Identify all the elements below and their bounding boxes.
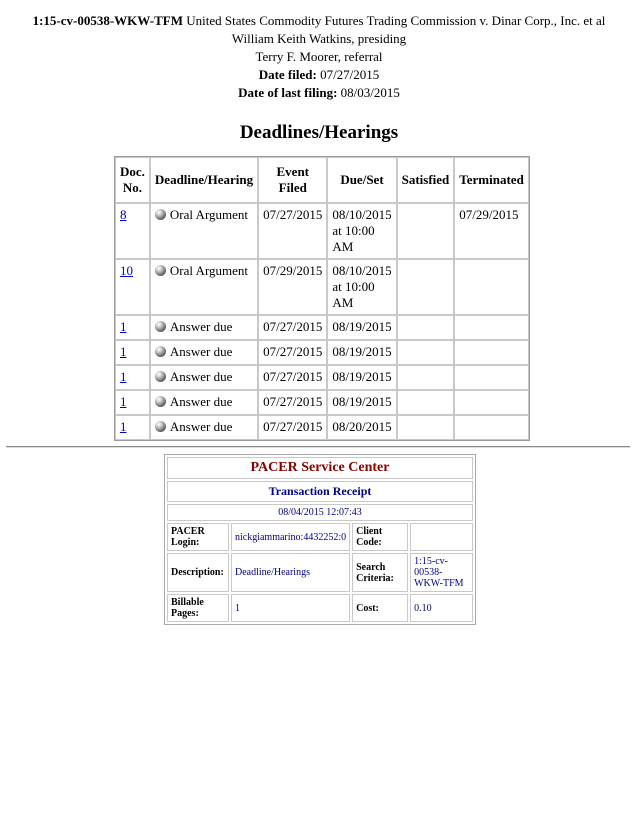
due-date: 08/19/2015 bbox=[332, 319, 392, 334]
bullet-ball-icon bbox=[155, 421, 166, 432]
terminated-cell bbox=[454, 390, 529, 415]
last-filing-line bbox=[0, 84, 638, 102]
deadline-text: Oral Argument bbox=[169, 207, 249, 222]
pages-label-2: Pages: bbox=[171, 608, 199, 619]
search-value-2: WKW-TFM bbox=[414, 578, 464, 589]
satisfied-cell bbox=[397, 203, 455, 259]
case-referral: Terry F. Moorer, referral bbox=[255, 49, 383, 64]
due-set-cell bbox=[327, 315, 396, 340]
doc-number-cell[interactable] bbox=[115, 340, 150, 365]
table-row bbox=[115, 390, 529, 415]
cost-value: 0.10 bbox=[410, 594, 473, 622]
deadline-text: Oral Argument bbox=[169, 263, 249, 278]
pages-label-1: Billable bbox=[171, 597, 204, 608]
receipt-subtitle: Transaction Receipt bbox=[167, 481, 473, 502]
date-filed-value: 07/27/2015 bbox=[320, 67, 380, 82]
doc-number-link[interactable]: 1 bbox=[120, 394, 127, 409]
col-due-set: Due/Set bbox=[327, 157, 396, 203]
client-code-label bbox=[352, 523, 408, 551]
table-row bbox=[115, 340, 529, 365]
satisfied-cell bbox=[397, 390, 455, 415]
deadline-cell bbox=[150, 259, 258, 315]
table-row bbox=[115, 203, 529, 259]
bullet-ball-icon bbox=[155, 321, 166, 332]
event-filed-cell: 07/27/2015 bbox=[258, 415, 327, 440]
login-label-2: Login: bbox=[171, 537, 200, 548]
col-doc-no bbox=[115, 157, 150, 203]
due-time: at 10:00 AM bbox=[332, 279, 375, 310]
pacer-title: PACER Service Center bbox=[167, 457, 473, 479]
col-deadline: Deadline/Hearing bbox=[150, 157, 258, 203]
case-title-part1: United States Commodity Futures Trading Commission v. Dinar Corp., Inc. et al bbox=[186, 13, 606, 28]
satisfied-cell bbox=[397, 415, 455, 440]
doc-number-cell[interactable] bbox=[115, 315, 150, 340]
search-criteria-label bbox=[352, 553, 408, 592]
satisfied-cell bbox=[397, 259, 455, 315]
deadline-cell bbox=[150, 203, 258, 259]
due-date: 08/20/2015 bbox=[332, 419, 392, 434]
doc-number-cell[interactable] bbox=[115, 203, 150, 259]
doc-number-link[interactable]: 8 bbox=[120, 207, 127, 222]
bullet-ball-icon bbox=[155, 265, 166, 276]
event-filed-cell: 07/29/2015 bbox=[258, 259, 327, 315]
table-row bbox=[115, 259, 529, 315]
due-date: 08/10/2015 bbox=[332, 263, 392, 278]
pacer-receipt bbox=[164, 454, 476, 625]
deadline-cell bbox=[150, 340, 258, 365]
doc-number-cell[interactable] bbox=[115, 415, 150, 440]
deadline-cell bbox=[150, 365, 258, 390]
terminated-cell bbox=[454, 259, 529, 315]
last-filing-value: 08/03/2015 bbox=[340, 85, 400, 100]
satisfied-cell bbox=[397, 315, 455, 340]
case-header bbox=[0, 0, 638, 102]
section-title: Deadlines/Hearings bbox=[239, 122, 399, 143]
case-header-line bbox=[0, 12, 638, 30]
deadline-cell bbox=[150, 315, 258, 340]
bullet-ball-icon bbox=[155, 346, 166, 357]
deadline-text: Answer due bbox=[169, 319, 233, 334]
col-event-filed bbox=[258, 157, 327, 203]
bullet-ball-icon bbox=[155, 396, 166, 407]
date-filed-label: Date filed: bbox=[258, 67, 317, 82]
bullet-ball-icon bbox=[155, 209, 166, 220]
cost-label: Cost: bbox=[352, 594, 408, 622]
deadlines-table bbox=[114, 156, 530, 441]
search-value-1: 1:15-cv-00538- bbox=[414, 556, 448, 578]
login-value: nickgiammarino:4432252:0 bbox=[231, 523, 350, 551]
case-presiding: William Keith Watkins, presiding bbox=[231, 31, 407, 46]
col-doc-line2: No. bbox=[122, 180, 143, 195]
table-row bbox=[115, 365, 529, 390]
due-set-cell bbox=[327, 415, 396, 440]
event-filed-cell: 07/27/2015 bbox=[258, 315, 327, 340]
deadlines-header-row bbox=[115, 157, 529, 203]
doc-number-cell[interactable] bbox=[115, 390, 150, 415]
search-criteria-value bbox=[410, 553, 473, 592]
col-doc-line1: Doc. bbox=[120, 164, 145, 179]
due-date: 08/19/2015 bbox=[332, 369, 392, 384]
client-label-2: Code: bbox=[356, 537, 382, 548]
col-event-line1: Event bbox=[276, 164, 309, 179]
billable-pages-label bbox=[167, 594, 229, 622]
due-time: at 10:00 AM bbox=[332, 223, 375, 254]
deadline-text: Answer due bbox=[169, 369, 233, 384]
due-set-cell bbox=[327, 259, 396, 315]
deadline-text: Answer due bbox=[169, 344, 233, 359]
case-number: 1:15-cv-00538-WKW-TFM bbox=[32, 13, 184, 28]
login-label-1: PACER bbox=[171, 526, 205, 537]
deadline-cell bbox=[150, 415, 258, 440]
separator-line bbox=[6, 446, 630, 448]
due-set-cell bbox=[327, 203, 396, 259]
doc-number-link[interactable]: 1 bbox=[120, 369, 127, 384]
event-filed-cell: 07/27/2015 bbox=[258, 340, 327, 365]
terminated-cell bbox=[454, 315, 529, 340]
search-label-1: Search bbox=[356, 561, 386, 573]
deadline-cell bbox=[150, 390, 258, 415]
billable-pages-value: 1 bbox=[231, 594, 350, 622]
description-value: Deadline/Hearings bbox=[231, 553, 350, 592]
doc-number-cell[interactable] bbox=[115, 259, 150, 315]
doc-number-link[interactable]: 10 bbox=[120, 263, 133, 278]
table-row bbox=[115, 315, 529, 340]
receipt-datetime: 08/04/2015 12:07:43 bbox=[167, 504, 473, 521]
col-terminated: Terminated bbox=[454, 157, 529, 203]
description-label: Description: bbox=[167, 553, 229, 592]
bullet-ball-icon bbox=[155, 371, 166, 382]
table-row bbox=[115, 415, 529, 440]
terminated-cell bbox=[454, 340, 529, 365]
search-label-2: Criteria: bbox=[356, 572, 394, 584]
terminated-cell: 07/29/2015 bbox=[454, 203, 529, 259]
doc-number-link[interactable]: 1 bbox=[120, 319, 127, 334]
satisfied-cell bbox=[397, 365, 455, 390]
terminated-cell bbox=[454, 415, 529, 440]
due-date: 08/19/2015 bbox=[332, 344, 392, 359]
satisfied-cell bbox=[397, 340, 455, 365]
doc-number-link[interactable]: 1 bbox=[120, 419, 127, 434]
event-filed-cell: 07/27/2015 bbox=[258, 390, 327, 415]
client-code-value bbox=[410, 523, 473, 551]
login-label bbox=[167, 523, 229, 551]
doc-number-link[interactable]: 1 bbox=[120, 344, 127, 359]
due-set-cell bbox=[327, 340, 396, 365]
due-set-cell bbox=[327, 365, 396, 390]
col-event-line2: Filed bbox=[278, 180, 307, 195]
date-filed-line bbox=[0, 66, 638, 84]
deadline-text: Answer due bbox=[169, 419, 233, 434]
event-filed-cell: 07/27/2015 bbox=[258, 365, 327, 390]
client-label-1: Client bbox=[356, 526, 383, 537]
doc-number-cell[interactable] bbox=[115, 365, 150, 390]
due-date: 08/10/2015 bbox=[332, 207, 392, 222]
col-satisfied: Satisfied bbox=[397, 157, 455, 203]
due-set-cell bbox=[327, 390, 396, 415]
due-date: 08/19/2015 bbox=[332, 394, 392, 409]
last-filing-label: Date of last filing: bbox=[238, 85, 338, 100]
event-filed-cell: 07/27/2015 bbox=[258, 203, 327, 259]
terminated-cell bbox=[454, 365, 529, 390]
deadline-text: Answer due bbox=[169, 394, 233, 409]
